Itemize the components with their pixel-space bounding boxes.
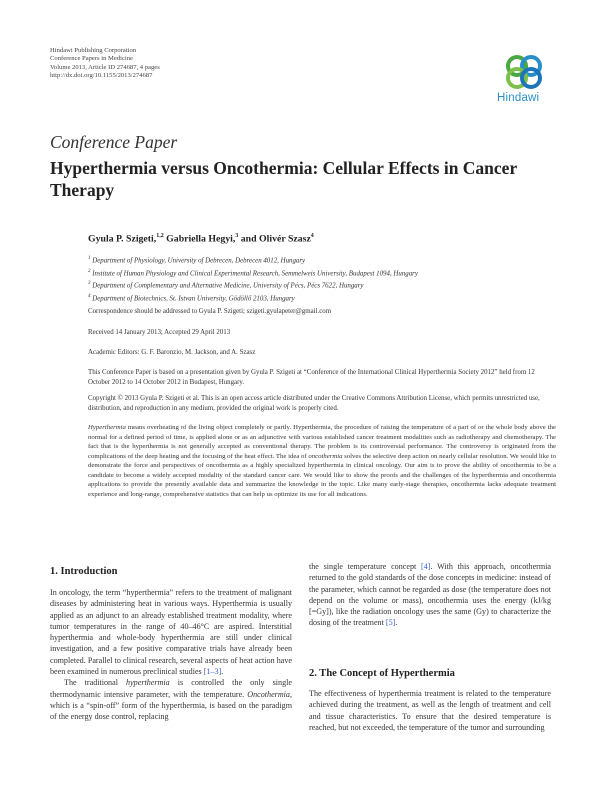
journal-name: Conference Papers in Medicine	[50, 55, 133, 63]
article-type: Conference Paper	[50, 132, 178, 152]
section-heading-introduction: 1. Introduction	[50, 566, 118, 577]
author-name: Gabriella Hegyi,	[163, 233, 236, 245]
academic-editors: Academic Editors: G. F. Baronzio, M. Jackson, and A. Szasz	[88, 349, 256, 356]
affiliation-item: $^4$ Department of Biotechnics, St. Istvan University, Gödöllő 2103, Hungary	[88, 293, 295, 303]
author-name: and Olivér Szasz	[238, 233, 311, 245]
journal-header	[50, 47, 350, 81]
copyright-notice: Copyright © 2013 Gyula P. Szigeti et al. This is an open access article distributed under the Creative Commons Attribution License, which permits unrestricted use, distribution, and reproduction in any medium, provided the original work is properly cited.	[88, 395, 540, 412]
affiliation-item: $^2$ Institute of Human Physiology and Clinical Experimental Research, Semmelweis University, Budapest 1094, Hungary	[88, 268, 418, 277]
received-dates: Received 14 January 2013; Accepted 29 April 2013	[88, 329, 231, 336]
abstract-lead: Hyperthermia	[88, 424, 126, 431]
abstract: Hyperthermia means overheating of the living object completely or partly. Hyperthermia, the procedure of raising the temperature of a part of or the whole body above the normal for a defined period of time, is applied alone or as an adjunctive with various established cancer treatment modalities such as radiotherapy and chemotherapy. The fact that is the hyperthermia is not generally accepted as conventional therapy. The problem is its controversial performance. The controversy is originated from the complications of the deep heating and the focusing of the heat effect. The idea of oncothermia solves the selective deep action on nearly cellular resolution. We would like to demonstrate the force and perspectives of oncothermia as a highly specialized hyperthermia in clinical oncology. Our aim is to prove the ability of oncothermia to be a candidate to become a widely accepted modality of the standard cancer care. We would like to show the proofs and the challenges of the hyperthermia and oncothermia applications to provide the presently available data and summarize the knowledge in the topic. Like many early-stage therapies, oncothermia lacks adequate treatment experience and long-range, comprehensive statistics that can help us optimize its use for all indications.	[88, 424, 556, 498]
author-affiliation-mark: 4	[310, 233, 314, 239]
conference-note: This Conference Paper is based on a presentation given by Gyula P. Szigeti at “Conference of the International Clinical Hyperthermia Society 2012” held from 12 October 2012 to 14 October 2012 in Budapest, Hungary.	[88, 369, 535, 386]
author-affiliation-mark: 3	[235, 233, 239, 239]
paragraph: The traditional hyperthermia is controlled the only single thermodynamic intensive parameter, with the temperature. Oncothermia, which is a “spin-off” form of the hyperthermia, is based on the paradigm of the energy dose control, replacing	[50, 678, 292, 722]
publisher-name: Hindawi Publishing Corporation	[50, 47, 137, 54]
right-column-body-2	[309, 688, 551, 733]
affiliation-item: $^3$ Department of Complementary and Alternative Medicine, University of Pécs, Pécs 7622, Hungary	[88, 281, 364, 290]
citation-link[interactable]: [1–3]	[203, 667, 222, 677]
citation-link[interactable]: [5]	[385, 618, 396, 628]
author-affiliation-mark: 1,2	[156, 233, 164, 239]
correspondence-note: Correspondence should be addressed to Gyula P. Szigeti; szigeti.gyulapeter@gmail.com	[88, 308, 332, 315]
affiliation-item: $^1$ Department of Physiology, University of Debrecen, Debrecen 4012, Hungary	[88, 256, 306, 265]
paragraph: In oncology, the term “hyperthermia” refers to the treatment of malignant diseases by administering heat in various ways. Hyperthermia is usually applied as an adjunct to an already established treatment modality, where tumor temperatures in the range of 40–46°C are aspired. Interstitial hyperthermia and whole-body hyperthermia are still under clinical investigation, and a few positive comparative trials have already been completed. Parallel to clinical research, several aspects of heat action have been examined in numerous preclinical studies [1–3].	[50, 588, 292, 677]
author-list	[88, 233, 314, 244]
section-heading-concept: 2. The Concept of Hyperthermia	[309, 668, 455, 679]
doi-link[interactable]: http://dx.doi.org/10.1155/2013/274687	[50, 72, 153, 80]
paragraph: the single temperature concept [4]. With this approach, oncothermia returned to the gold standards of the dose concepts in medicine: instead of the parameter, which cannot be regarded as dose (the temperature does not depend on the volume or mass), oncothermia uses the energy (kJ/kg [=Gy]), like the radiation oncology uses the same (Gy) to characterize the dosing of the treatment [5].	[309, 562, 551, 628]
citation-link[interactable]: [4]	[421, 562, 431, 571]
right-column-body	[309, 561, 551, 629]
paper-title: Hyperthermia versus Oncothermia: Cellular Effects in Cancer Therapy	[50, 158, 517, 200]
left-column-body	[50, 587, 292, 723]
volume-info: Volume 2013, Article ID 274687, 4 pages	[50, 63, 160, 71]
author-name: Gyula P. Szigeti,	[88, 233, 157, 245]
hindawi-logo-text: Hindawi	[497, 92, 540, 104]
affiliation-list	[88, 254, 558, 304]
paragraph: The effectiveness of hyperthermia treatment is related to the temperature achieved during the treatment, as well as the length of treatment and cell and tissue characteristics. To ensure that the desired temperature is reached, but not exceeded, the temperature of the tumor and surrounding	[309, 689, 551, 732]
